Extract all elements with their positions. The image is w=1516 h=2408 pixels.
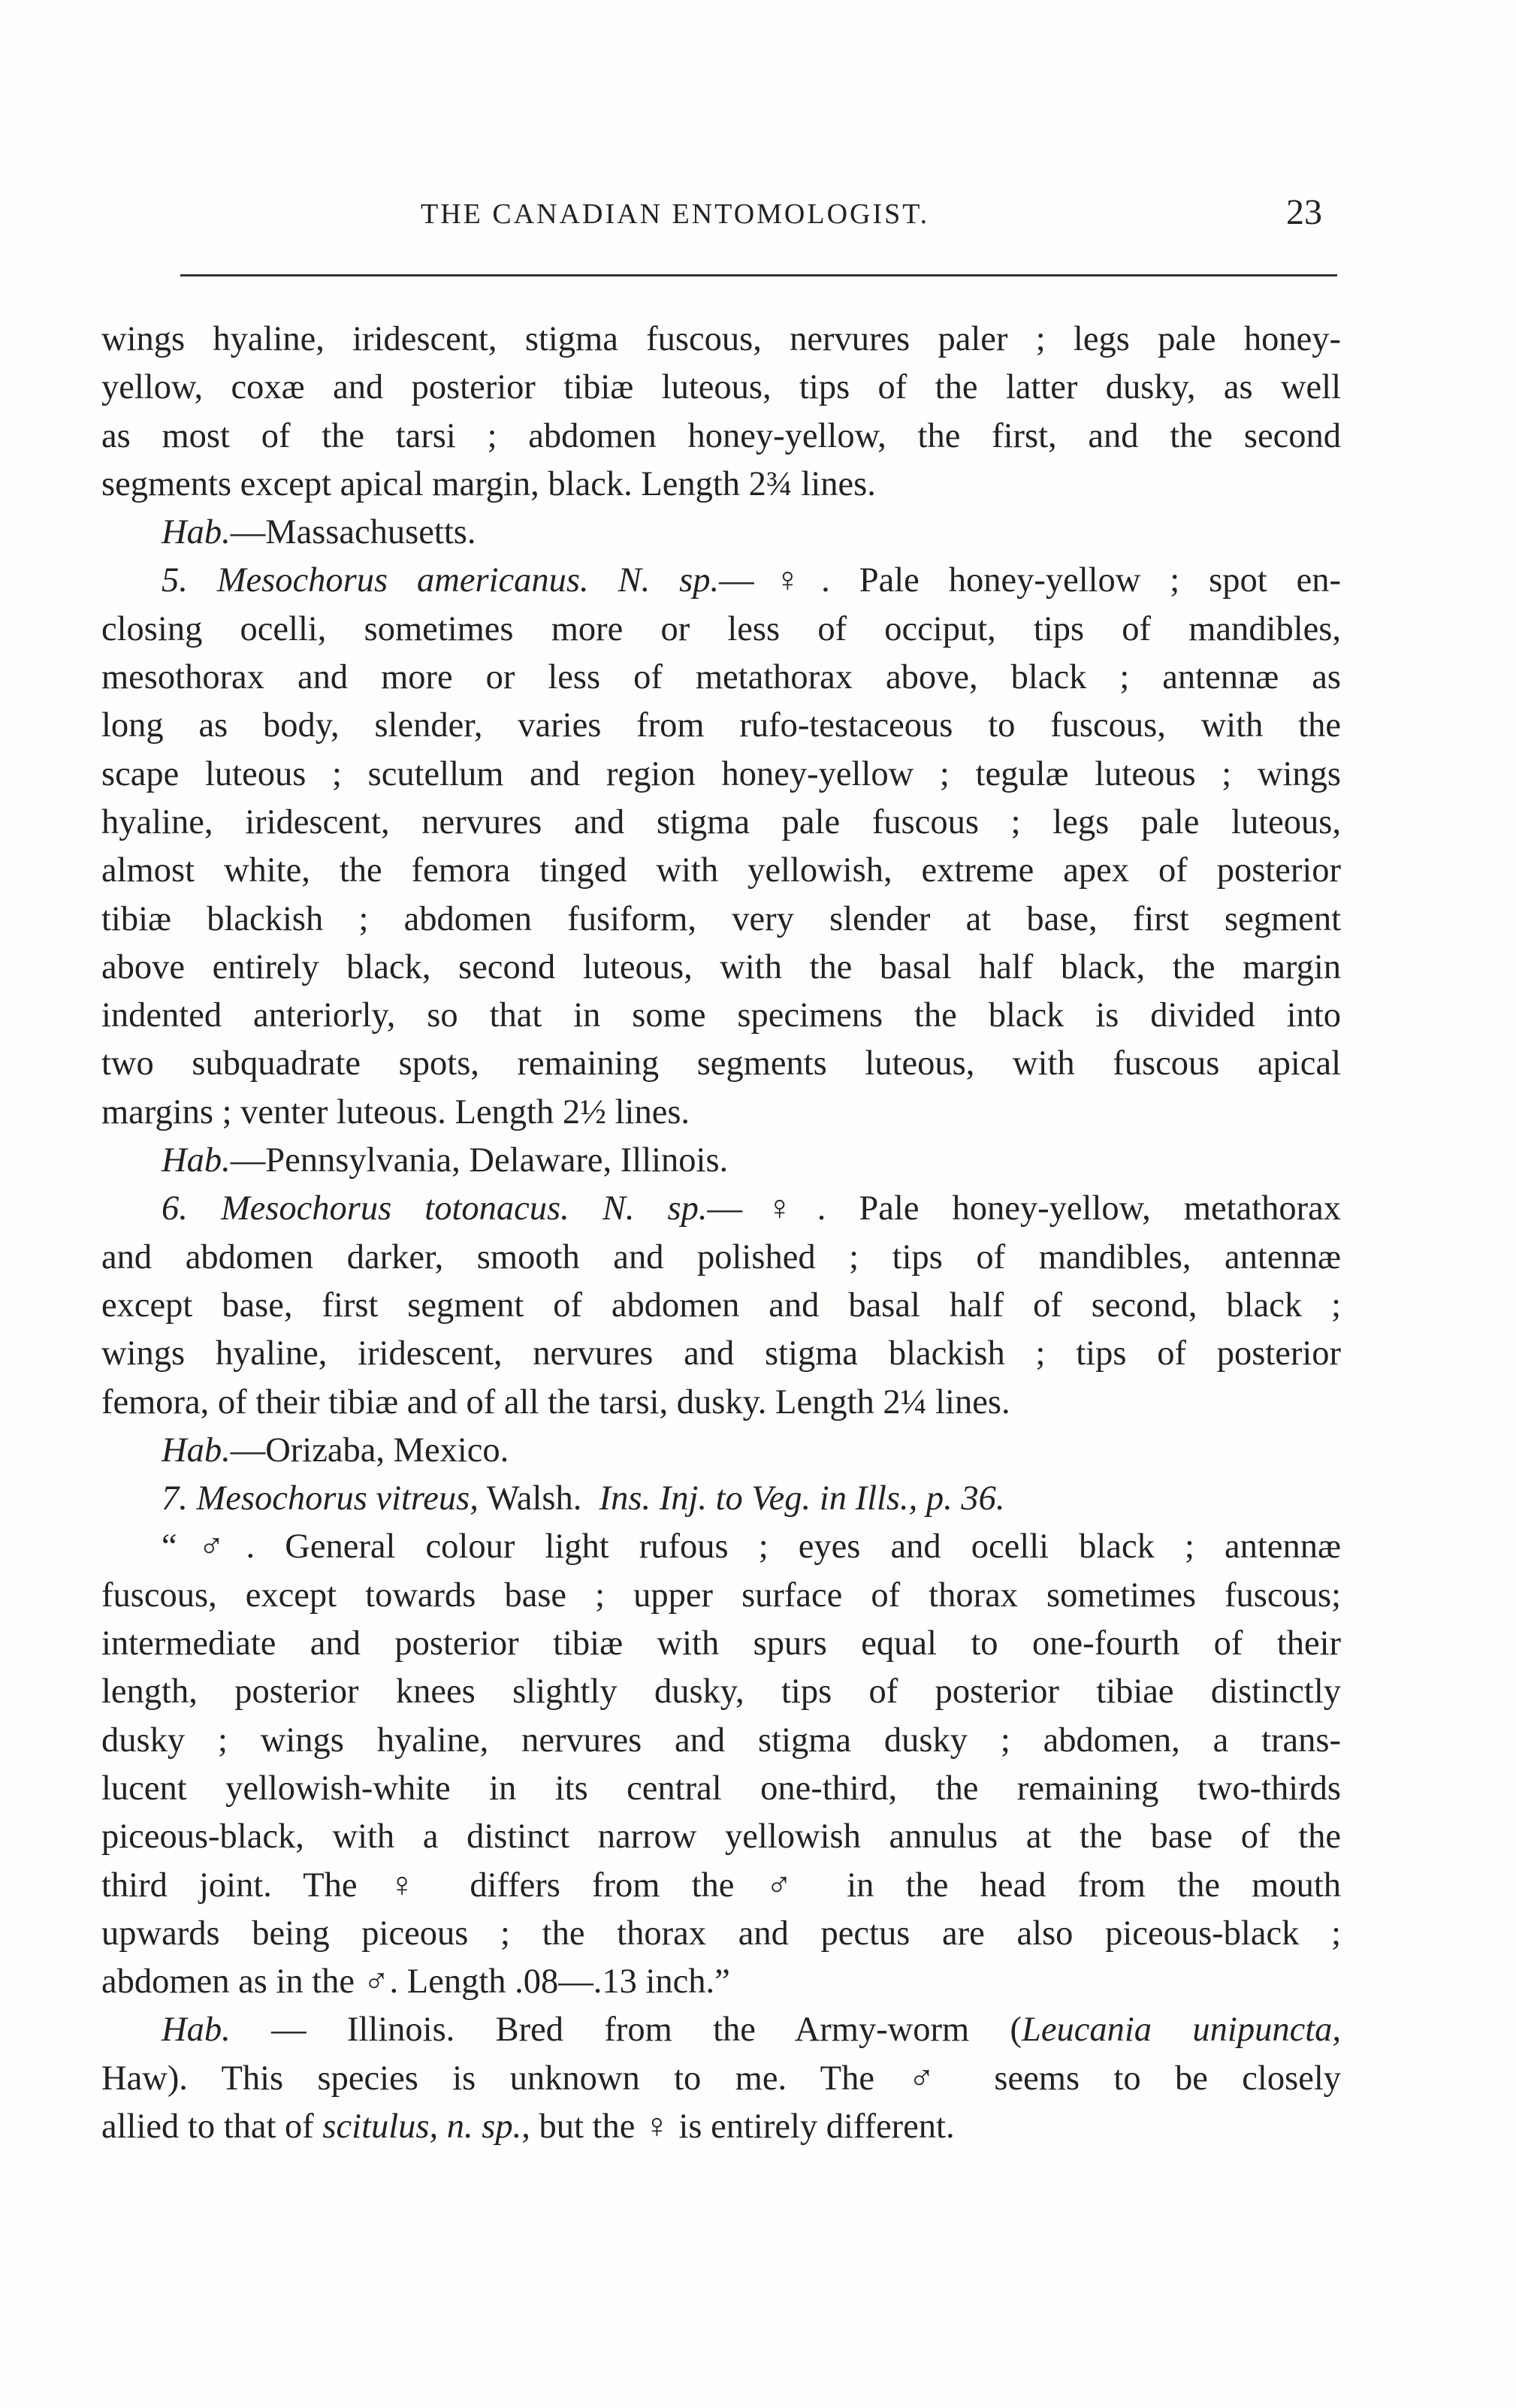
text-line — [101, 2055, 1341, 2103]
text-run: Pale honey-yellow, metathorax — [859, 1189, 1342, 1228]
hab-label: Hab. — [162, 2011, 231, 2050]
sex-marker: —♀. — [719, 561, 830, 600]
text-line: upwards being piceous ; the thorax and pectus are also piceous-black ; — [101, 1914, 1341, 1953]
text-line — [101, 1427, 1341, 1475]
text-line: “♂. General colour light rufous ; eyes and ocelli black ; antennæ — [162, 1527, 1341, 1567]
text-line: fuscous, except towards base ; upper surface of thorax sometimes fuscous; — [101, 1576, 1341, 1615]
article-body — [101, 316, 1341, 2151]
text-line: lucent yellowish-white in its central one-third, the remaining two-thirds — [101, 1769, 1341, 1808]
hab-label: Hab. — [162, 513, 231, 552]
text-line: length, posterior knees slightly dusky, tips of posterior tibiae distinctly — [101, 1672, 1341, 1712]
text-line: long as body, slender, varies from rufo-testaceous to fuscous, with the — [101, 706, 1341, 745]
species-entry-6 — [101, 1185, 1341, 1426]
text-line: as most of the tarsi ; abdomen honey-yellow, the first, and the second — [101, 416, 1341, 455]
habitat-paragraph — [101, 2006, 1341, 2151]
text-run: Pale honey-yellow ; spot en- — [859, 561, 1341, 600]
text-run: allied to that of — [101, 2107, 323, 2146]
page-number: 23 — [1286, 192, 1322, 232]
text-line: almost white, the femora tinged with yellowish, extreme apex of posterior — [101, 851, 1341, 890]
new-species-marker: N. sp. — [602, 1189, 708, 1228]
species-number: 5. — [162, 561, 188, 600]
habitat-line — [101, 1427, 1341, 1475]
text-line: intermediate and posterior tibiæ with spurs equal to one-fourth of their — [101, 1624, 1341, 1663]
text-line: scape luteous ; scutellum and region honey-yellow ; tegulæ luteous ; wings — [101, 754, 1341, 793]
species-author: Walsh. — [486, 1479, 582, 1518]
text-line: margins ; venter luteous. Length 2½ lines. — [101, 1092, 690, 1131]
text-line: wings hyaline, iridescent, nervures and stigma blackish ; tips of posterior — [101, 1334, 1341, 1373]
text-run: ). This species is unknown to me. The ♂ seems to be closely — [167, 2059, 1341, 2098]
text-line — [101, 2103, 1341, 2151]
sex-marker: —♀. — [707, 1189, 826, 1228]
text-line: wings hyaline, iridescent, stigma fuscous, nervures paler ; legs pale honey- — [101, 320, 1341, 358]
habitat-line — [101, 509, 1341, 557]
text-line: mesothorax and more or less of metathorax above, black ; antennæ as — [101, 658, 1341, 697]
text-line: indented anteriorly, so that in some specimens the black is divided into — [101, 996, 1341, 1035]
text-line: abdomen as in the ♂. Length .08—.13 inch.” — [101, 1962, 730, 2002]
species-number: 6. — [162, 1189, 188, 1228]
text-line: above entirely black, second luteous, with the basal half black, the margin — [101, 947, 1341, 986]
text-line: dusky ; wings hyaline, nervures and stigma dusky ; abdomen, a trans- — [101, 1721, 1341, 1760]
text-line: tibiæ blackish ; abdomen fusiform, very slender at base, first segment — [101, 899, 1341, 938]
hab-text: —Pennsylvania, Delaware, Illinois. — [230, 1141, 729, 1180]
text-line — [101, 1475, 1341, 1523]
text-line: and abdomen darker, smooth and polished ; tips of mandibles, antennæ — [101, 1237, 1341, 1277]
text-run: , but the ♀ is entirely different. — [521, 2107, 955, 2146]
species-entry-7-heading — [101, 1475, 1341, 1523]
species-name: Mesochorus americanus. — [216, 561, 589, 600]
running-title: THE CANADIAN ENTOMOLOGIST. — [421, 198, 930, 230]
text-line — [101, 557, 1341, 605]
hab-label: Hab. — [162, 1141, 231, 1180]
species-name: Mesochorus totonacus. — [220, 1189, 569, 1228]
text-run: — Illinois. Bred from the Army-worm ( — [271, 2011, 1022, 2050]
text-line: except base, first segment of abdomen and basal half of second, black ; — [101, 1286, 1341, 1325]
hab-text: —Massachusetts. — [230, 513, 476, 552]
text-line: piceous-black, with a distinct narrow yellowish annulus at the base of the — [101, 1817, 1341, 1857]
text-line — [101, 509, 1341, 557]
species-entry-7-quote — [101, 1523, 1341, 2006]
header-rule — [180, 274, 1337, 276]
species-name: Leucania unipuncta, — [1022, 2011, 1342, 2050]
species-reference: Ins. Inj. to Veg. in Ills., p. 36. — [599, 1479, 1005, 1518]
new-species-marker: N. sp. — [618, 561, 720, 600]
text-line: femora, of their tibiæ and of all the tarsi, dusky. Length 2¼ lines. — [101, 1382, 1010, 1422]
text-line: yellow, coxæ and posterior tibiæ luteous, tips of the latter dusky, as well — [101, 368, 1341, 407]
paragraph-continuation — [101, 316, 1341, 509]
text-run: Haw — [101, 2059, 168, 2098]
hab-label: Hab. — [162, 1431, 231, 1470]
text-line — [101, 1185, 1341, 1233]
page-header — [105, 192, 1337, 244]
species-name: Mesochorus vitreus, — [196, 1479, 479, 1518]
text-line: closing ocelli, sometimes more or less of occiput, tips of mandibles, — [101, 609, 1341, 648]
text-line — [101, 2006, 1341, 2054]
text-line: hyaline, iridescent, nervures and stigma pale fuscous ; legs pale luteous, — [101, 802, 1341, 841]
species-entry-5 — [101, 557, 1341, 1137]
species-name: scitulus, n. sp. — [322, 2107, 522, 2146]
hab-text: —Orizaba, Mexico. — [230, 1431, 509, 1470]
text-line — [101, 1137, 1341, 1185]
text-line: third joint. The ♀ differs from the ♂ in the head from the mouth — [101, 1866, 1341, 1905]
species-number: 7. — [162, 1479, 188, 1518]
habitat-line — [101, 1137, 1341, 1185]
text-line: two subquadrate spots, remaining segments luteous, with fuscous apical — [101, 1044, 1341, 1083]
text-line: segments except apical margin, black. Length 2¾ lines. — [101, 464, 876, 503]
